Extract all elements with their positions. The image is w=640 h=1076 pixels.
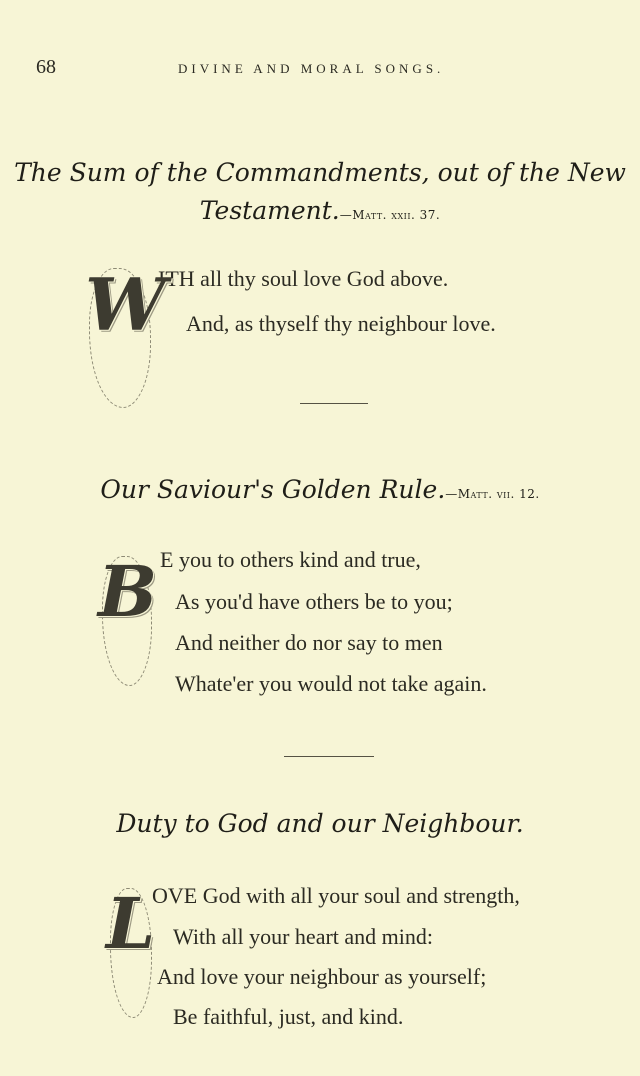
section-3-line-3: And love your neighbour as yourself; [157,964,487,989]
section-2-line-4: Whate'er you would not take again. [175,671,487,696]
section-divider-2 [284,756,374,757]
section-divider-1 [300,403,368,404]
section-3-drop-cap [106,882,156,1022]
page-number: 68 [36,56,56,78]
section-3-title-line [0,809,640,838]
section-1-title-line-2 [0,196,640,225]
section-2-drop-cap [98,550,156,690]
section-2-title-line [0,475,640,504]
section-3-title: Duty to God and our Neighbour. [116,809,524,838]
section-3-line-2: With all your heart and mind: [173,924,433,949]
section-1-line-2: And, as thyself thy neighbour love. [186,311,496,336]
section-1-line-1: ITH all thy soul love God above. [158,266,449,291]
section-1-reference: —Matt. xxii. 37. [339,208,441,222]
section-3-drop-cap-letter: L [106,882,156,965]
section-1-drop-cap [85,262,166,412]
section-2-line-3: And neither do nor say to men [175,630,443,655]
section-3-line-1: OVE God with all your soul and strength, [152,883,520,908]
running-header: DIVINE AND MORAL SONGS. [178,61,445,76]
section-3-line-4: Be faithful, just, and kind. [173,1004,404,1029]
section-1-drop-cap-letter: W [85,262,166,347]
section-2-drop-cap-letter: B [98,550,158,633]
section-2-line-1: E you to others kind and true, [160,547,421,572]
section-2-title: Our Saviour's Golden Rule. [100,475,446,504]
section-1-title-line-1 [0,158,640,187]
section-2-reference: —Matt. vii. 12. [445,487,540,501]
section-2-line-2: As you'd have others be to you; [175,589,453,614]
section-1-title-text-2: Testament. [199,196,340,225]
section-1-title-text-1: The Sum of the Commandments, out of the New [14,158,626,187]
